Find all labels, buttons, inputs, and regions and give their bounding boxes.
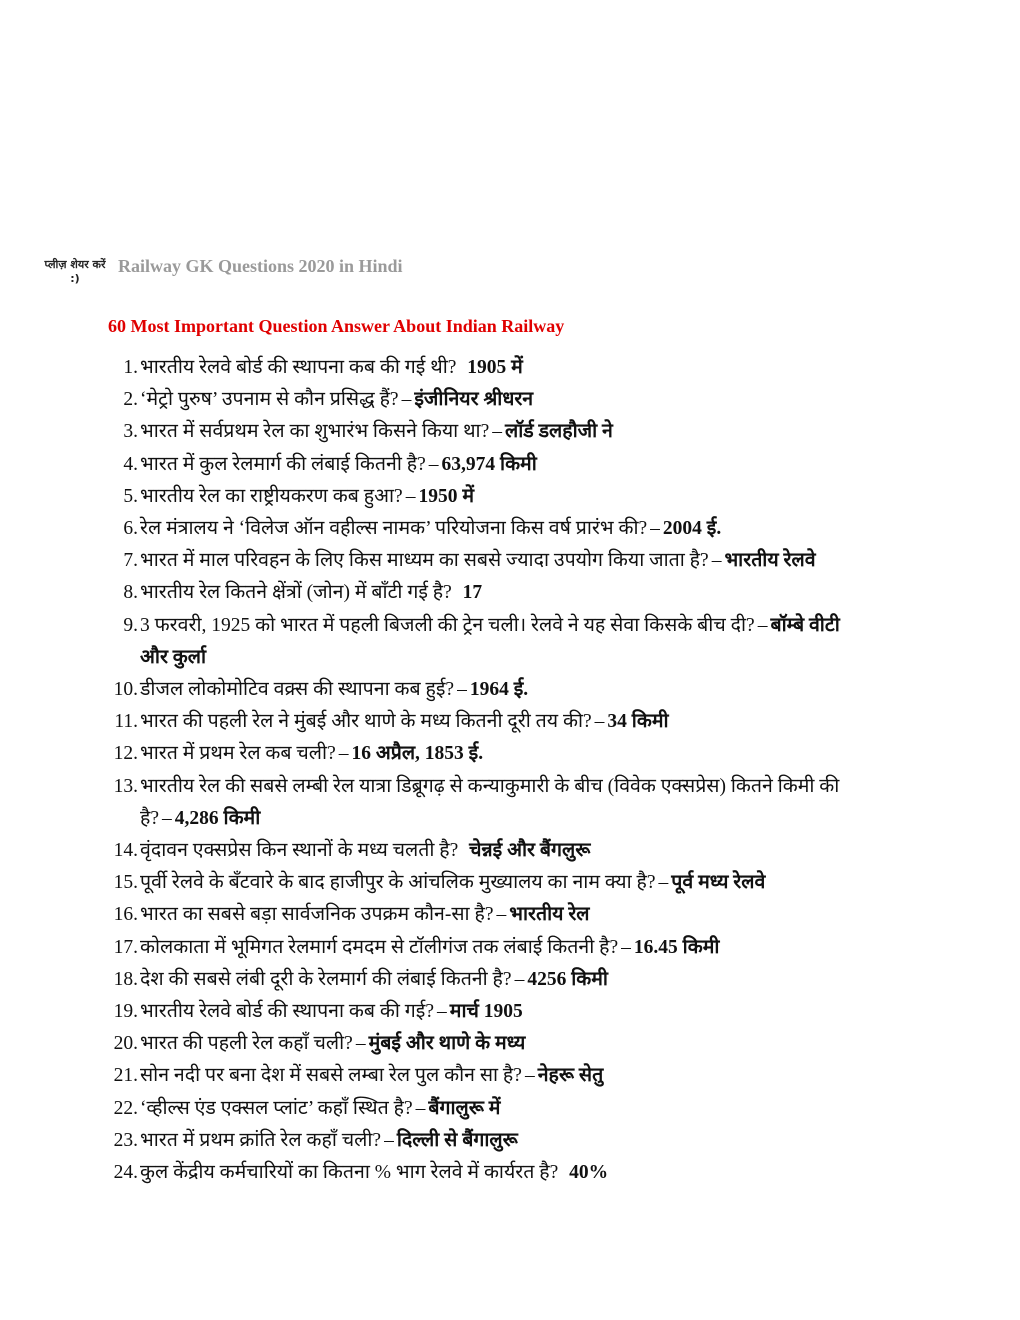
question-item [100,384,860,416]
question-number: 14. [113,840,138,862]
answer-separator: – [162,807,172,829]
answer-separator: – [757,614,768,636]
answer-text: भारतीय रेल [509,904,590,926]
question-item [100,867,860,899]
answer-text: 4256 किमी [527,968,608,990]
question-text: पूर्वी रेलवे के बँटवारे के बाद हाजीपुर के आंचलिक मुख्यालय का नाम क्या है? [140,872,656,894]
answer-separator: – [514,968,525,990]
answer-separator [561,1162,566,1183]
question-number: 9. [123,614,138,636]
question-number: 3. [123,421,138,443]
question-text: वृंदावन एक्सप्रेस किन स्थानों के मध्य चलती है? [140,840,459,862]
question-text: देश की सबसे लंबी दूरी के रेलमार्ग की लंबाई कितनी है? [140,968,512,990]
question-number: 20. [113,1033,138,1055]
answer-separator: – [415,1097,426,1119]
question-number: 23. [113,1129,138,1151]
question-text: भारत की पहली रेल कहाँ चली? [140,1033,353,1055]
question-item [100,899,860,931]
answer-text: 17 [462,582,483,604]
question-item [100,577,860,609]
question-item [100,1060,860,1092]
answer-text: 1905 में [467,357,523,378]
answer-separator: – [457,679,467,701]
answer-separator: – [496,904,507,926]
answer-separator: – [437,1001,447,1023]
question-text: सोन नदी पर बना देश में सबसे लम्बा रेल पुल कौन सा है? [140,1065,522,1087]
question-text: भारत में प्रथम रेल कब चली? [140,743,336,765]
question-number: 2. [123,389,138,411]
answer-separator: – [384,1129,394,1151]
question-text: भारतीय रेलवे बोर्ड की स्थापना कब की गई थी? [140,357,457,378]
question-number: 11. [114,711,138,733]
question-item [100,1125,860,1157]
question-text: कोलकाता में भूमिगत रेलमार्ग दमदम से टॉलीगंज तक लंबाई कितनी है? [140,936,619,958]
question-item [100,996,860,1028]
answer-separator: – [658,872,669,894]
share-label[interactable]: प्लीज़ शेयर करें :) [44,258,106,285]
question-text: भारतीय रेल कितने क्षेंत्रों (जोन) में बाँटी गई है? [140,582,452,604]
question-text: भारत में प्रथम क्रांति रेल कहाँ चली? [140,1129,382,1151]
question-item [100,706,860,738]
question-number: 8. [123,582,138,604]
answer-text: भारतीय रेलवे [724,550,816,572]
question-text: कुल केंद्रीय कर्मचारियों का कितना % भाग रेलवे में कार्यरत है? [140,1162,559,1184]
question-text: भारत का सबसे बड़ा सार्वजनिक उपक्रम कौन-सा है? [140,904,494,926]
answer-text: 16 अप्रैल, 1853 ई. [351,743,484,765]
answer-text: नेहरू सेतु [537,1065,604,1087]
question-item [100,1157,860,1189]
question-number: 22. [113,1097,138,1119]
answer-text: मुंबई और थाणे के मध्य [368,1033,526,1055]
question-item [100,416,860,448]
question-number: 6. [123,518,138,540]
answer-text: दिल्ली से बैंगालुरू [396,1129,518,1151]
question-text: ‘व्हील्स एंड एक्सल प्लांट’ कहाँ स्थित है? [140,1097,413,1119]
answer-separator: – [405,485,416,507]
question-item [100,1093,860,1125]
answer-separator [461,840,466,861]
question-text: भारत की पहली रेल ने मुंबई और थाणे के मध्य कितनी दूरी तय की? [140,711,592,733]
question-text: रेल मंत्रालय ने ‘विलेज ऑन वहील्स नामक’ परियोजना किस वर्ष प्रारंभ की? [140,518,648,540]
answer-separator: – [621,936,631,958]
question-item [100,674,860,706]
question-item [100,610,860,674]
answer-separator [459,357,464,378]
question-item [100,932,860,964]
question-number: 17. [113,936,138,958]
answer-text: इंजीनियर श्रीधरन [414,389,534,411]
question-number: 15. [113,872,138,894]
question-text: भारत में कुल रेलमार्ग की लंबाई कितनी है? [140,453,426,475]
answer-separator: – [338,743,349,765]
question-item [100,513,860,545]
question-number: 24. [113,1162,138,1184]
question-number: 12. [113,743,138,765]
answer-separator: – [428,453,439,475]
answer-text: बॉम्बे वीटी और कुर्ला [140,614,840,668]
answer-text: 63,974 किमी [441,453,537,475]
answer-separator: – [711,550,722,572]
question-text: भारतीय रेलवे बोर्ड की स्थापना कब की गई? [140,1001,435,1023]
question-text: डीजल लोकोमोटिव वक्र्स की स्थापना कब हुई? [140,679,455,701]
question-number: 1. [123,357,138,378]
answer-text: 2004 ई. [662,518,722,540]
question-number: 19. [113,1001,138,1023]
question-text: ‘मेट्रो पुरुष’ उपनाम से कौन प्रसिद्ध हैं? [140,389,399,411]
question-item [100,352,860,384]
question-number: 21. [113,1065,138,1087]
question-number: 13. [113,775,138,797]
question-number: 18. [113,968,138,990]
answer-text: 4,286 किमी [174,807,261,829]
question-item [100,449,860,481]
question-item [100,771,860,835]
question-number: 16. [113,904,138,926]
question-number: 10. [113,679,138,701]
answer-text: 16.45 किमी [633,936,720,958]
document-title: Railway GK Questions 2020 in Hindi [118,256,403,276]
answer-text: 40% [569,1162,609,1184]
question-item [100,964,860,996]
answer-text: 1950 में [418,485,474,507]
question-text: भारतीय रेल की सबसे लम्बी रेल यात्रा डिब्रूगढ़ से कन्याकुमारी के बीच (विवेक एक्सप्रेस) कितने किमी की है? [140,775,840,829]
question-number: 7. [123,550,138,572]
answer-separator: – [401,389,412,411]
answer-separator: – [594,711,605,733]
answer-separator: – [355,1033,366,1055]
question-item [100,1028,860,1060]
question-item [100,481,860,513]
answer-separator: – [650,518,660,540]
answer-separator: – [524,1065,535,1087]
question-text: भारतीय रेल का राष्ट्रीयकरण कब हुआ? [140,485,403,507]
answer-text: 1964 ई. [469,679,529,701]
answer-text: लॉर्ड डलहौजी ने [505,421,613,443]
question-item [100,545,860,577]
answer-text: मार्च 1905 [449,1001,523,1023]
question-text: 3 फरवरी, 1925 को भारत में पहली बिजली की ट्रेन चली। रेलवे ने यह सेवा किसके बीच दी? [140,614,755,636]
answer-separator: – [492,421,503,443]
answer-text: बैंगालुरू में [428,1097,501,1119]
answer-text: पूर्व मध्य रेलवे [671,872,766,894]
question-list [100,352,860,1189]
question-item [100,738,860,770]
question-text: भारत में सर्वप्रथम रेल का शुभारंभ किसने किया था? [140,421,490,443]
section-heading: 60 Most Important Question Answer About Indian Railway [108,316,565,336]
question-text: भारत में माल परिवहन के लिए किस माध्यम का सबसे ज्यादा उपयोग किया जाता है? [140,550,709,572]
answer-text: चेन्नई और बैंगलुरू [469,840,591,862]
answer-separator [455,582,460,603]
answer-text: 34 किमी [607,711,669,733]
question-number: 4. [123,453,138,475]
question-item [100,835,860,867]
question-number: 5. [123,485,138,507]
